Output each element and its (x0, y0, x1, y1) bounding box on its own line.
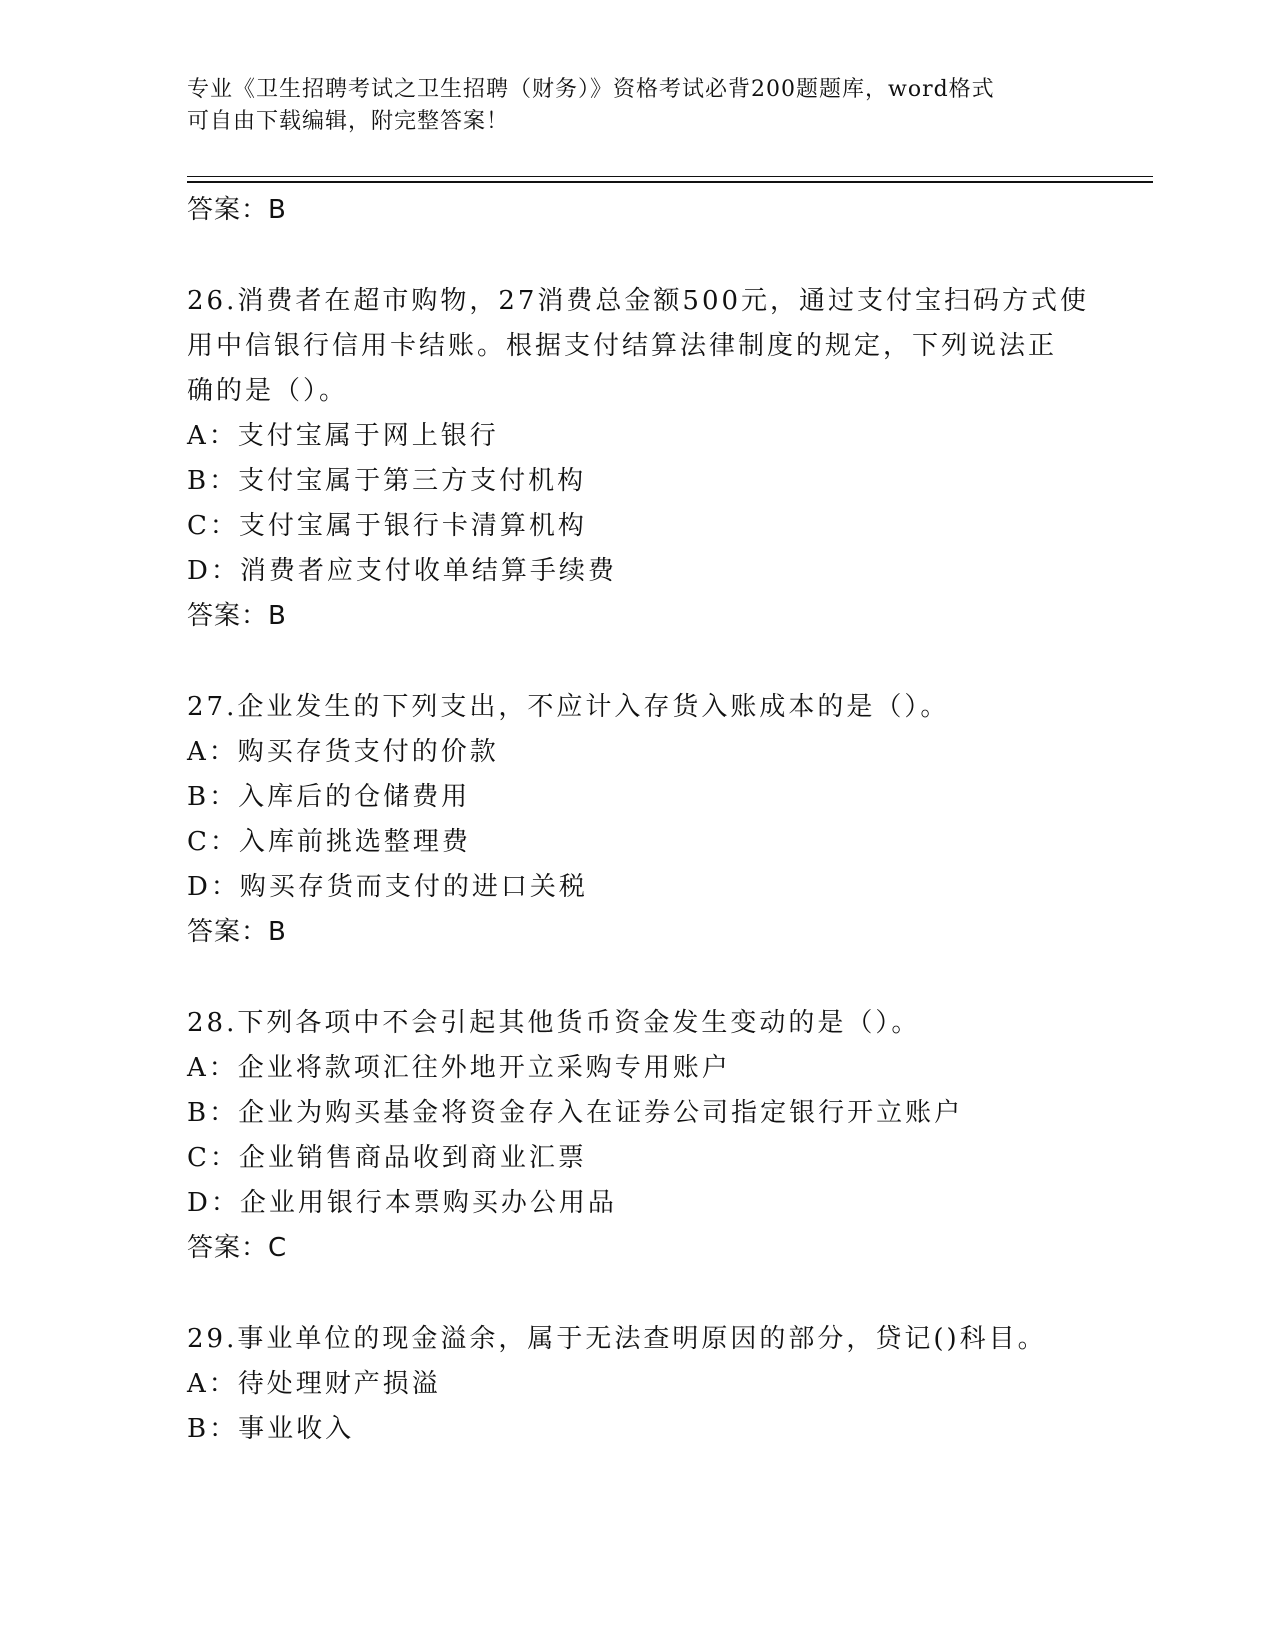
spacer (187, 233, 1087, 279)
option-a: A：支付宝属于网上银行 (187, 421, 499, 451)
question-block (187, 1317, 1087, 1452)
option-d: D：购买存货而支付的进口关税 (187, 872, 588, 902)
option-c: C：企业销售商品收到商业汇票 (187, 1143, 587, 1173)
question-stem: 用中信银行信用卡结账。根据支付结算法律制度的规定，下列说法正 (187, 331, 1058, 361)
question-block (187, 1001, 1087, 1271)
option-a: A：企业将款项汇往外地开立采购专用账户 (187, 1053, 731, 1083)
question-block (187, 685, 1087, 955)
option-a: A：待处理财产损溢 (187, 1369, 441, 1399)
option-d: D：消费者应支付收单结算手续费 (187, 556, 617, 586)
question-stem: 28.下列各项中不会引起其他货币资金发生变动的是（）。 (187, 1008, 921, 1038)
option-c: C：支付宝属于银行卡清算机构 (187, 511, 587, 541)
answer-line: 答案：B (187, 917, 287, 947)
spacer (187, 1271, 1087, 1317)
answer-line: 答案：C (187, 1233, 288, 1263)
option-d: D：企业用银行本票购买办公用品 (187, 1188, 617, 1218)
header-divider-thin (187, 176, 1153, 177)
option-b: B：企业为购买基金将资金存入在证券公司指定银行开立账户 (187, 1098, 964, 1128)
spacer (187, 955, 1087, 1001)
option-b: B：入库后的仓储费用 (187, 782, 471, 812)
header-line-1: 专业《卫生招聘考试之卫生招聘（财务）》资格考试必背200题题库，word格式 (187, 77, 995, 102)
previous-answer: 答案：B (187, 195, 287, 225)
question-block (187, 279, 1090, 639)
question-stem: 确的是（）。 (187, 376, 349, 406)
header-divider-thick (187, 181, 1153, 183)
question-stem: 26.消费者在超市购物，27消费总金额500元，通过支付宝扫码方式使 (187, 286, 1090, 316)
answer-line: 答案：B (187, 601, 287, 631)
question-stem: 27.企业发生的下列支出，不应计入存货入账成本的是（）。 (187, 692, 950, 722)
question-list (187, 188, 1090, 1452)
option-a: A：购买存货支付的价款 (187, 737, 499, 767)
header-line-2: 可自由下载编辑，附完整答案！ (187, 109, 510, 134)
option-b: B：事业收入 (187, 1414, 355, 1444)
spacer (187, 639, 1087, 685)
document-header (187, 74, 1087, 138)
question-stem: 29.事业单位的现金溢余，属于无法查明原因的部分，贷记()科目。 (187, 1324, 1047, 1354)
option-b: B：支付宝属于第三方支付机构 (187, 466, 587, 496)
option-c: C：入库前挑选整理费 (187, 827, 471, 857)
